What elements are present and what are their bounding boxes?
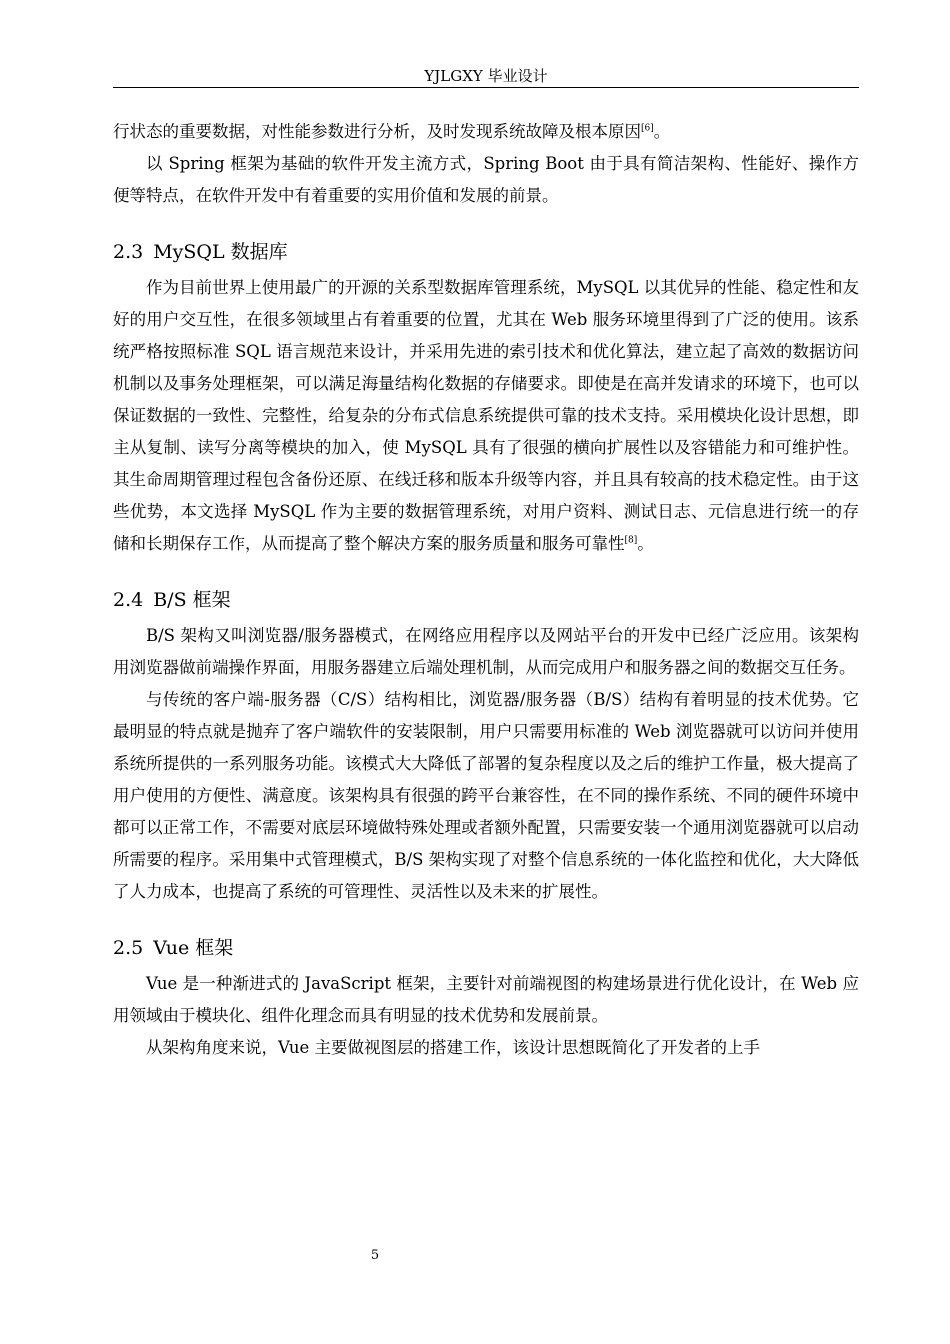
body-paragraph: [113, 148, 859, 212]
page-number: 5: [370, 1248, 380, 1263]
section-heading: [113, 588, 859, 612]
paragraph-end-punct: 。: [637, 534, 654, 553]
body-paragraph: [113, 272, 859, 560]
section-number: 2.5: [113, 937, 144, 959]
paragraph-text: Vue 是一种渐进式的 JavaScript 框架，主要针对前端视图的构建场景进行优化设计，在 Web 应用领域由于模块化、组件化理念而具有明显的技术优势和发展前景。: [113, 974, 859, 1025]
paragraph-text: 与传统的客户端-服务器（C/S）结构相比，浏览器/服务器（B/S）结构有着明显的技术优势。它最明显的特点就是抛弃了客户端软件的安装限制，用户只需要用标准的 Web 浏览器就可以访问并使用系统所提供的一系列服务功能。该模式大大降低了部署的复杂程度以及之后的维护工作量，极大提高了用户使用的方便性、满意度。该架构具有很强的跨平台兼容性，在不同的操作系统、不同的硬件环境中都可以正常工作，不需要对底层环境做特殊处理或者额外配置，只需要安装一个通用浏览器就可以启动所需要的程序。采用集中式管理模式，B/S 架构实现了对整个信息系统的一体化监控和优化，大大降低了人力成本，也提高了系统的可管理性、灵活性以及未来的扩展性。: [113, 690, 859, 901]
section-heading: [113, 240, 859, 264]
paragraph-text: 从架构角度来说，Vue 主要做视图层的搭建工作，该设计思想既简化了开发者的上手: [146, 1038, 760, 1057]
body-paragraph: [113, 1032, 859, 1064]
page-body: [113, 116, 859, 1064]
citation-marker: [8]: [624, 535, 638, 546]
section-number: 2.3: [113, 241, 144, 263]
paragraph-end-punct: 。: [653, 122, 671, 141]
paragraph-text: B/S 架构又叫浏览器/服务器模式，在网络应用程序以及网站平台的开发中已经广泛应用。该架构用浏览器做前端操作界面，用服务器建立后端处理机制，从而完成用户和服务器之间的数据交互任务。: [113, 626, 859, 677]
paragraph-text: 行状态的重要数据，对性能参数进行分析，及时发现系统故障及根本原因: [113, 122, 641, 141]
paragraph-text: 作为目前世界上使用最广的开源的关系型数据库管理系统，MySQL 以其优异的性能、稳定性和友好的用户交互性，在很多领域里占有着重要的位置，尤其在 Web 服务环境里得到了广泛的使用。该系统严格按照标准 SQL 语言规范来设计，并采用先进的索引技术和优化算法，建立起了高效的数据访问机制以及事务处理框架，可以满足海量结构化数据的存储要求。即使是在高并发请求的环境下，也可以保证数据的一致性、完整性，给复杂的分布式信息系统提供可靠的技术支持。采用模块化设计思想，即主从复制、读写分离等模块的加入，使 MySQL 具有了很强的横向扩展性以及容错能力和可维护性。其生命周期管理过程包含备份还原、在线迁移和版本升级等内容，并且具有较高的技术稳定性。由于这些优势，本文选择 MySQL 作为主要的数据管理系统，对用户资料、测试日志、元信息进行统一的存储和长期保存工作，从而提高了整个解决方案的服务质量和服务可靠性: [113, 278, 859, 553]
section-title: Vue 框架: [153, 937, 234, 959]
body-paragraph: [113, 684, 859, 908]
citation-marker: [6]: [641, 123, 654, 134]
section-title: B/S 框架: [153, 589, 231, 611]
paragraph-text: 以 Spring 框架为基础的软件开发主流方式，Spring Boot 由于具有简洁架构、性能好、操作方便等特点，在软件开发中有着重要的实用价值和发展的前景。: [113, 154, 859, 205]
body-paragraph: [113, 116, 859, 148]
section-number: 2.4: [113, 589, 144, 611]
header-rule: [113, 87, 859, 88]
body-paragraph: [113, 968, 859, 1032]
section-heading: [113, 936, 859, 960]
page-header: YJLGXY 毕业设计: [424, 67, 548, 85]
body-paragraph: [113, 620, 859, 684]
section-title: MySQL 数据库: [153, 241, 288, 263]
